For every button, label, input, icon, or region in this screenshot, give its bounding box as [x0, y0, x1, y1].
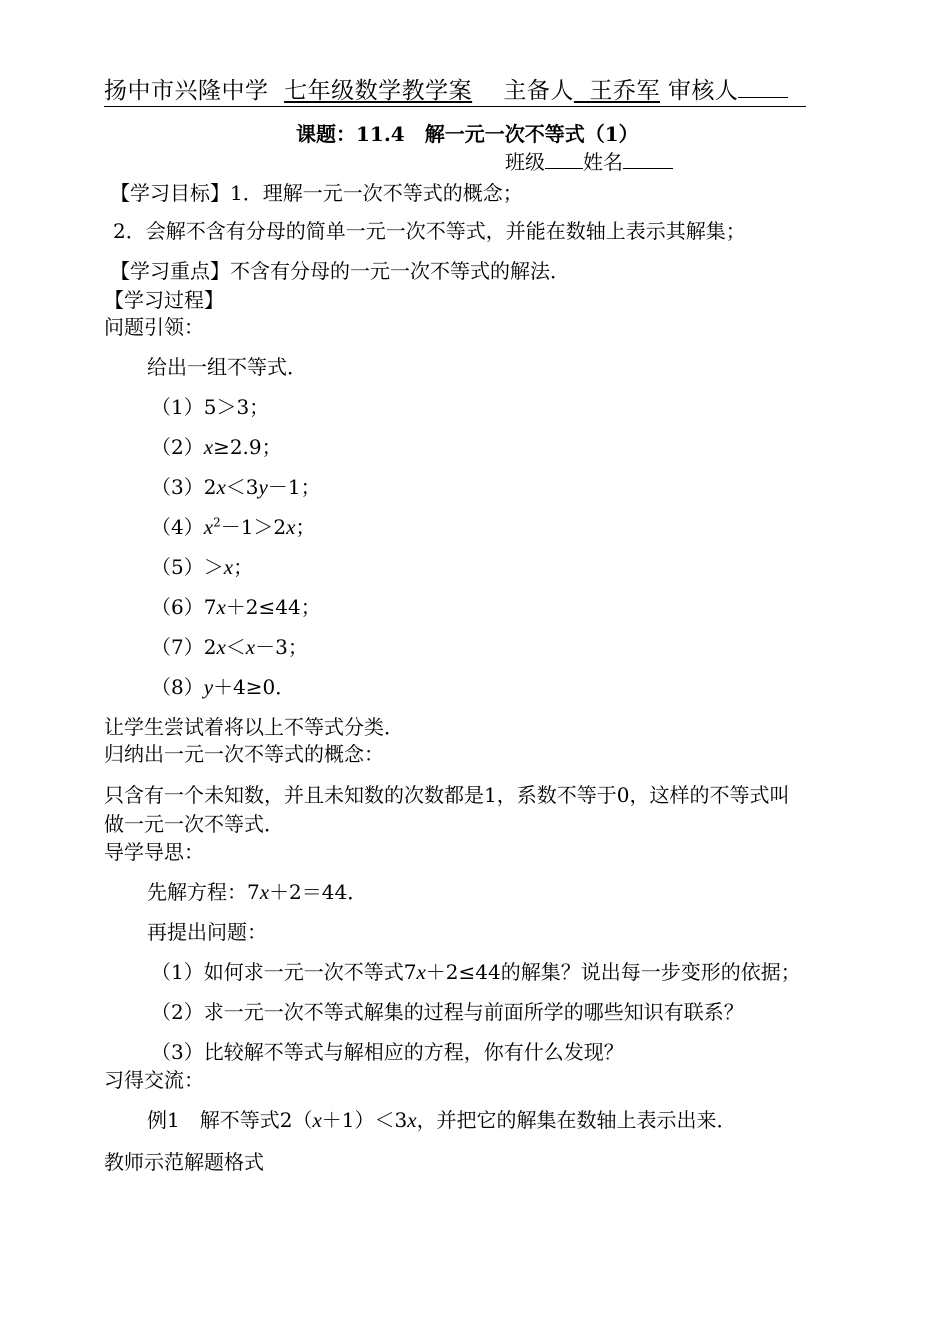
objective-1: 1．理解一元一次不等式的概念； — [230, 181, 523, 205]
guide-question-1: （1）如何求一元一次不等式7x＋2≤44的解集？说出每一步变形的依据； — [151, 960, 801, 984]
example-1: 例1 解不等式2（x＋1）＜3x，并把它的解集在数轴上表示出来． — [147, 1108, 737, 1132]
guide-question-2: （2）求一元一次不等式解集的过程与前面所学的哪些知识有联系？ — [151, 1000, 744, 1024]
class-label: 班级 — [505, 150, 545, 174]
inequality-7: （7）2x＜x－3； — [151, 635, 308, 659]
definition-line-1: 只含有一个未知数，并且未知数的次数都是1，系数不等于0，这样的不等式叫 — [104, 783, 790, 807]
classify-text: 让学生尝试着将以上不等式分类． — [104, 715, 404, 739]
focus-text: 不含有分母的一元一次不等式的解法． — [230, 259, 570, 283]
focus-line — [110, 259, 570, 283]
reviewer-label: 审核人 — [667, 78, 739, 104]
guide-solve: 先解方程：7x＋2＝44． — [147, 880, 368, 904]
guide-question-3: （3）比较解不等式与解相应的方程，你有什么发现？ — [151, 1040, 624, 1064]
student-info — [505, 150, 673, 174]
inequality-4: $(4)x^2-1>2x$； — [151, 515, 316, 539]
class-blank[interactable] — [545, 150, 583, 169]
objective-2: 2．会解不含有分母的简单一元一次不等式，并能在数轴上表示其解集； — [113, 219, 746, 243]
objectives-label: 【学习目标】 — [110, 181, 230, 205]
school-name: 扬中市兴隆中学 — [104, 78, 269, 104]
inequality-2: （2）x≥2.9； — [151, 435, 282, 459]
course-name: 七年级数学教学案 — [284, 78, 473, 104]
inequality-8: （8）y＋4≥0． — [151, 675, 296, 699]
summary-label: 归纳出一元一次不等式的概念： — [104, 742, 384, 766]
definition-line-2: 做一元一次不等式． — [104, 812, 284, 836]
document-header — [104, 76, 806, 107]
objectives-line-1 — [110, 181, 523, 205]
teacher-demo: 教师示范解题格式 — [104, 1150, 264, 1174]
guide-label: 导学导思： — [104, 840, 204, 864]
name-blank[interactable] — [623, 150, 673, 169]
intro-label: 问题引领： — [104, 315, 204, 339]
inequality-3: （3）2x＜3y－1； — [151, 475, 321, 499]
practice-label: 习得交流： — [104, 1068, 204, 1092]
focus-label: 【学习重点】 — [110, 259, 230, 283]
preparer-name: 王乔军 — [589, 78, 660, 104]
inequality-1: （1）5＞3； — [151, 395, 270, 419]
process-label: 【学习过程】 — [104, 288, 224, 312]
name-label: 姓名 — [583, 150, 623, 174]
inequality-5: （5）＞x； — [151, 555, 254, 579]
reviewer-blank[interactable] — [738, 79, 788, 98]
guide-ask: 再提出问题： — [147, 920, 267, 944]
preparer-label: 主备人 — [503, 78, 574, 104]
inequality-6: （6）7x＋2≤44； — [151, 595, 321, 619]
lesson-title: 课题：11.4 解一元一次不等式（1） — [296, 122, 639, 146]
intro-lead: 给出一组不等式． — [147, 355, 307, 379]
